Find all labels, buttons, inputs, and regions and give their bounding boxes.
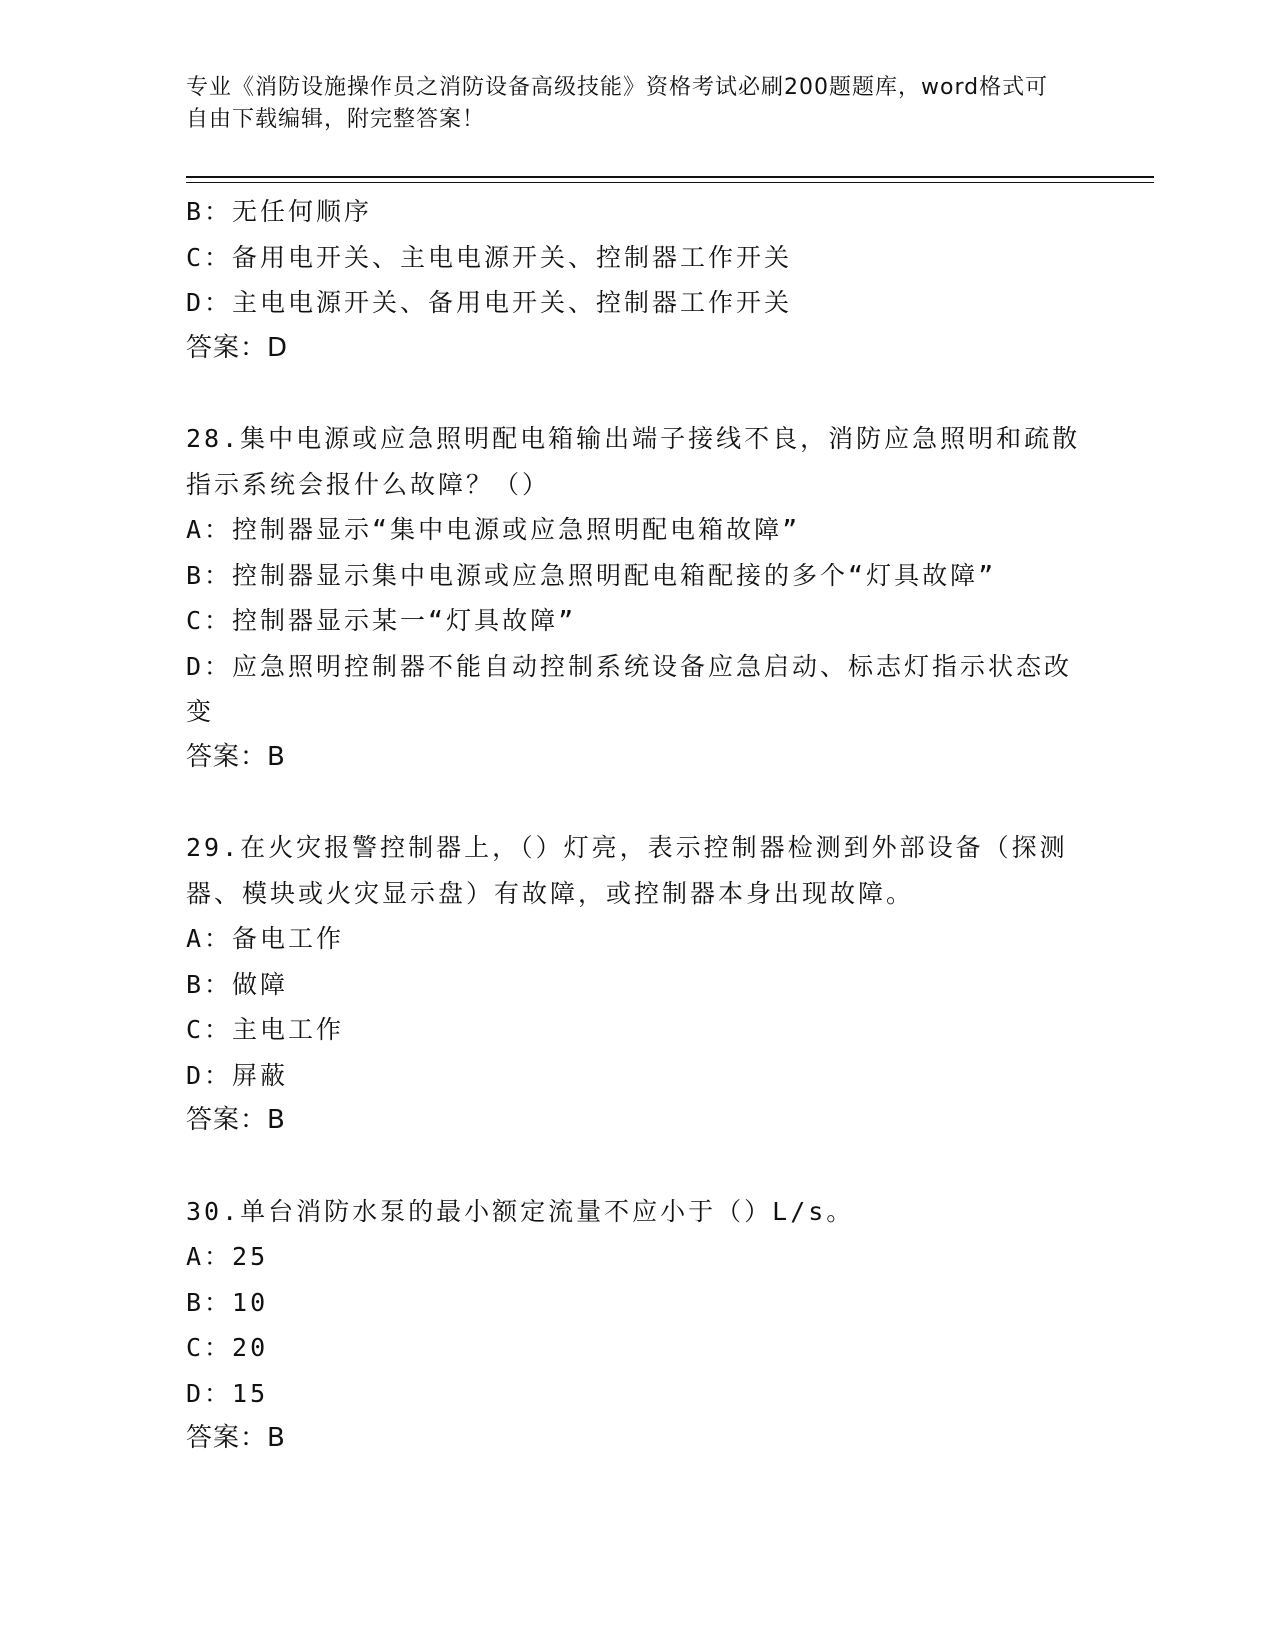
header-divider-thin — [186, 182, 1154, 183]
answer: 答案：B — [186, 1105, 286, 1135]
answer: 答案：B — [186, 1423, 286, 1453]
option-a: A：控制器显示“集中电源或应急照明配电箱故障” — [186, 515, 801, 544]
option-a: A：25 — [186, 1242, 269, 1271]
answer: 答案：B — [186, 741, 286, 772]
question-stem: 30.单台消防水泵的最小额定流量不应小于（）L/s。 — [186, 1196, 855, 1226]
header-text: 专业《消防设施操作员之消防设备高级技能》资格考试必刷200题题库，word格式可自由下载编辑，附完整答案！ — [186, 75, 1049, 132]
option-d: D：屏蔽 — [186, 1060, 289, 1090]
answer: 答案：D — [186, 332, 289, 363]
spacer — [186, 371, 1086, 416]
option-c: C：备用电开关、主电电源开关、控制器工作开关 — [186, 242, 793, 272]
spacer — [186, 1144, 1086, 1189]
option-d: D：应急照明控制器不能自动控制系统设备应急启动、标志灯指示状态改变 — [186, 651, 1073, 726]
question-stem: 29.在火灾报警控制器上，（）灯亮，表示控制器检测到外部设备（探测器、模块或火灾显示盘）有故障，或控制器本身出现故障。 — [186, 833, 1068, 908]
option-b: B：控制器显示集中电源或应急照明配电箱配接的多个“灯具故障” — [186, 560, 997, 590]
option-b: B：无任何顺序 — [186, 197, 373, 226]
header-divider-thick — [186, 176, 1154, 178]
option-c: C：控制器显示某一“灯具故障” — [186, 606, 577, 635]
question-stem: 28.集中电源或应急照明配电箱输出端子接线不良，消防应急照明和疏散指示系统会报什么故障？（） — [186, 424, 1081, 499]
option-a: A：备电工作 — [186, 924, 345, 953]
document-header — [186, 72, 1066, 136]
option-c: C：主电工作 — [186, 1015, 345, 1044]
option-b: B：做障 — [186, 969, 289, 999]
question-27-continued — [186, 189, 1086, 371]
option-c: C：20 — [186, 1333, 269, 1362]
option-b: B：10 — [186, 1287, 269, 1317]
question-28 — [186, 416, 1086, 780]
spacer — [186, 780, 1086, 825]
question-list — [186, 189, 1086, 1462]
question-29 — [186, 825, 1086, 1144]
question-30 — [186, 1189, 1086, 1462]
option-d: D：15 — [186, 1378, 269, 1408]
option-d: D：主电电源开关、备用电开关、控制器工作开关 — [186, 288, 793, 317]
